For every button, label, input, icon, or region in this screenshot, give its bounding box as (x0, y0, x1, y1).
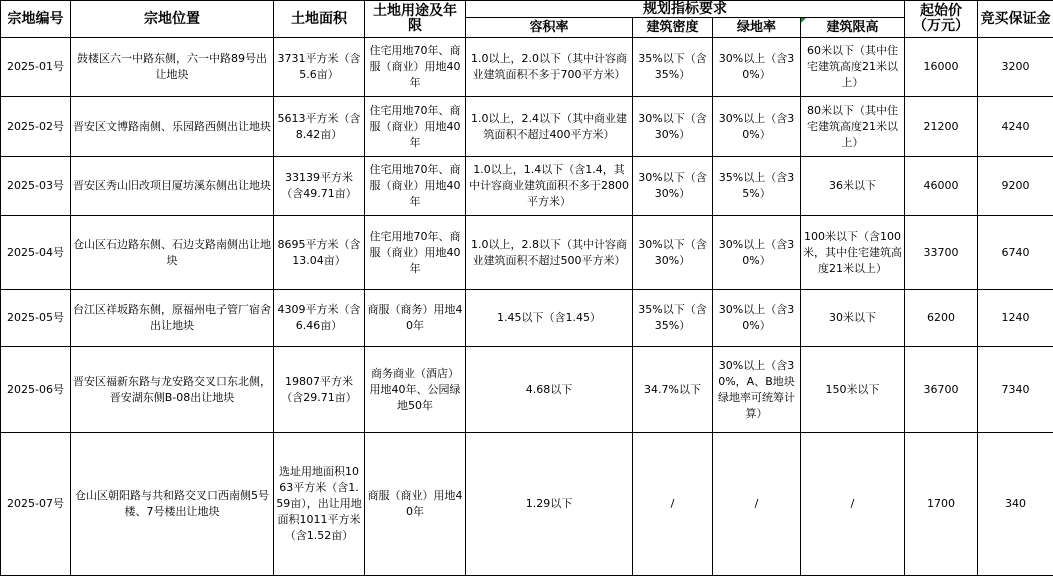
location-cell: 仓山区朝阳路与共和路交叉口西南侧5号楼、7号楼出让地块 (71, 433, 274, 576)
green-cell: 30%以上（含30%） (713, 97, 801, 157)
location-cell: 仓山区石边路东侧、石边支路南侧出让地块 (71, 216, 274, 290)
start-price-cell: 16000 (905, 38, 978, 97)
header-lot-no: 宗地编号 (1, 1, 71, 38)
area-cell: 选址用地面积1063平方米（含1.59亩），出让用地面积1011平方米（含1.52亩） (274, 433, 365, 576)
table-row (1, 216, 1053, 290)
far-cell: 1.45以下（含1.45） (466, 290, 633, 347)
header-row-1 (1, 1, 1053, 18)
height-cell: / (801, 433, 905, 576)
location-cell: 鼓楼区六一中路东侧，六一中路89号出让地块 (71, 38, 274, 97)
density-cell: 30%以下（含30%） (633, 157, 713, 216)
start-price-cell: 6200 (905, 290, 978, 347)
area-cell: 33139平方米（含49.71亩） (274, 157, 365, 216)
location-cell: 晋安区福新东路与龙安路交叉口东北侧，晋安湖东侧B-08出让地块 (71, 347, 274, 433)
far-cell: 1.0以上，2.8以下（其中计容商业建筑面积不超过500平方米） (466, 216, 633, 290)
green-cell: 30%以上（含30%） (713, 290, 801, 347)
density-cell: / (633, 433, 713, 576)
table-row (1, 433, 1053, 576)
density-cell: 35%以下（含35%） (633, 38, 713, 97)
header-location: 宗地位置 (71, 1, 274, 38)
lot-no-cell: 2025-07号 (1, 433, 71, 576)
table-row (1, 157, 1053, 216)
table-row (1, 290, 1053, 347)
header-start-price: 起始价（万元） (905, 1, 978, 38)
green-cell: 30%以上（含30%） (713, 38, 801, 97)
lot-no-cell: 2025-03号 (1, 157, 71, 216)
table-row (1, 97, 1053, 157)
lot-no-cell: 2025-05号 (1, 290, 71, 347)
lot-no-cell: 2025-04号 (1, 216, 71, 290)
usage-cell: 住宅用地70年、商服（商业）用地40年 (365, 157, 466, 216)
location-cell: 晋安区文博路南侧、乐园路西侧出让地块 (71, 97, 274, 157)
area-cell: 3731平方米（含5.6亩） (274, 38, 365, 97)
usage-cell: 住宅用地70年、商服（商业）用地40年 (365, 216, 466, 290)
deposit-cell: 340 (978, 433, 1053, 576)
lot-no-cell: 2025-02号 (1, 97, 71, 157)
far-cell: 1.0以上，2.0以下（其中计容商业建筑面积不多于700平方米） (466, 38, 633, 97)
green-cell: 30%以上（含30%） (713, 216, 801, 290)
area-cell: 8695平方米（含13.04亩） (274, 216, 365, 290)
header-deposit: 竞买保证金 (978, 1, 1053, 38)
usage-cell: 住宅用地70年、商服（商业）用地40年 (365, 38, 466, 97)
header-planning: 规划指标要求 (466, 1, 905, 18)
header-green: 绿地率 (713, 18, 801, 38)
deposit-cell: 1240 (978, 290, 1053, 347)
header-area: 土地面积 (274, 1, 365, 38)
usage-cell: 商服（商务）用地40年 (365, 290, 466, 347)
start-price-cell: 36700 (905, 347, 978, 433)
header-height: 建筑限高 (801, 18, 905, 38)
start-price-cell: 33700 (905, 216, 978, 290)
location-cell: 台江区祥坂路东侧，原福州电子管厂宿舍出让地块 (71, 290, 274, 347)
deposit-cell: 6740 (978, 216, 1053, 290)
header-usage: 土地用途及年限 (365, 1, 466, 38)
density-cell: 30%以下（含30%） (633, 216, 713, 290)
green-cell: 30%以上（含30%，A、B地块绿地率可统筹计算） (713, 347, 801, 433)
start-price-cell: 21200 (905, 97, 978, 157)
green-cell: / (713, 433, 801, 576)
location-cell: 晋安区秀山旧改项目厦坊溪东侧出让地块 (71, 157, 274, 216)
far-cell: 4.68以下 (466, 347, 633, 433)
usage-cell: 商服（商业）用地40年 (365, 433, 466, 576)
green-cell: 35%以上（含35%） (713, 157, 801, 216)
height-cell: 150米以下 (801, 347, 905, 433)
area-cell: 19807平方米（含29.71亩） (274, 347, 365, 433)
usage-cell: 住宅用地70年、商服（商业）用地40年 (365, 97, 466, 157)
header-density: 建筑密度 (633, 18, 713, 38)
far-cell: 1.29以下 (466, 433, 633, 576)
height-cell: 80米以下（其中住宅建筑高度21米以上） (801, 97, 905, 157)
table-row (1, 38, 1053, 97)
header-far: 容积率 (466, 18, 633, 38)
area-cell: 4309平方米（含6.46亩） (274, 290, 365, 347)
deposit-cell: 3200 (978, 38, 1053, 97)
deposit-cell: 7340 (978, 347, 1053, 433)
density-cell: 30%以下（含30%） (633, 97, 713, 157)
deposit-cell: 9200 (978, 157, 1053, 216)
start-price-cell: 46000 (905, 157, 978, 216)
density-cell: 34.7%以下 (633, 347, 713, 433)
area-cell: 5613平方米（含8.42亩） (274, 97, 365, 157)
height-cell: 60米以下（其中住宅建筑高度21米以上） (801, 38, 905, 97)
table-row (1, 347, 1053, 433)
start-price-cell: 1700 (905, 433, 978, 576)
far-cell: 1.0以上，1.4以下（含1.4，其中计容商业建筑面积不多于2800平方米） (466, 157, 633, 216)
height-cell: 36米以下 (801, 157, 905, 216)
usage-cell: 商务商业（酒店）用地40年、公园绿地50年 (365, 347, 466, 433)
lot-no-cell: 2025-01号 (1, 38, 71, 97)
height-cell: 30米以下 (801, 290, 905, 347)
lot-no-cell: 2025-06号 (1, 347, 71, 433)
height-cell: 100米以下（含100米，其中住宅建筑高度21米以上） (801, 216, 905, 290)
density-cell: 35%以下（含35%） (633, 290, 713, 347)
far-cell: 1.0以上，2.4以下（其中商业建筑面积不超过400平方米） (466, 97, 633, 157)
deposit-cell: 4240 (978, 97, 1053, 157)
